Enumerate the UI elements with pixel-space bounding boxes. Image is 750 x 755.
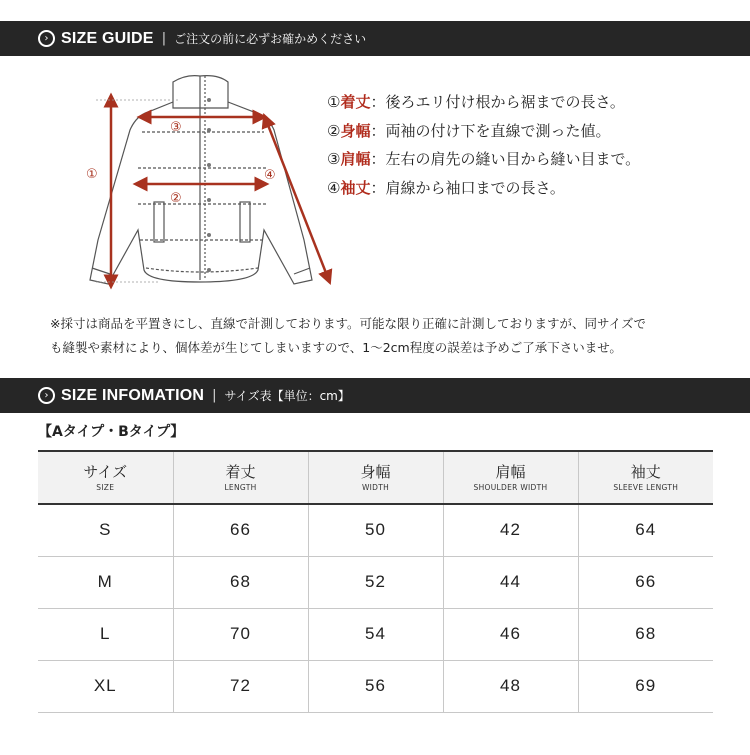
- measurement-note: [50, 312, 730, 360]
- cell-sleeve: 64: [578, 504, 713, 556]
- marker-length: ①: [86, 167, 98, 182]
- circle-chevron-right-icon: ›: [38, 387, 55, 404]
- jacket-measurement-diagram: [78, 70, 348, 290]
- table-row: [38, 660, 713, 712]
- size-info-subtitle: サイズ表【単位：cm】: [224, 389, 350, 403]
- table-row: [38, 608, 713, 660]
- cell-length: 72: [173, 660, 308, 712]
- note-line: ※採寸は商品を平置きにし、直線で計測しております。可能な限り正確に計測しておりますが、同サイズで: [50, 316, 646, 331]
- cell-length: 68: [173, 556, 308, 608]
- measurement-definitions: [327, 88, 640, 202]
- table-row: [38, 504, 713, 556]
- cell-width: 52: [308, 556, 443, 608]
- marker-shoulder: ③: [170, 120, 182, 135]
- cell-sleeve: 66: [578, 556, 713, 608]
- marker-sleeve: ④: [264, 168, 276, 183]
- definition-length: ①着丈：後ろエリ付け根から裾までの長さ。: [327, 93, 625, 111]
- column-header-size: サイズ SIZE: [83, 462, 128, 492]
- table-subtitle: 【Aタイプ・Bタイプ】: [38, 424, 185, 440]
- cell-shoulder: 44: [443, 556, 578, 608]
- column-header-length: 着丈 LENGTH: [173, 451, 308, 504]
- cell-sleeve: 68: [578, 608, 713, 660]
- cell-width: 50: [308, 504, 443, 556]
- size-guide-title: SIZE GUIDE: [61, 29, 154, 47]
- cell-shoulder: 48: [443, 660, 578, 712]
- size-guide-subtitle: ご注文の前に必ずお確かめください: [174, 32, 367, 46]
- cell-shoulder: 42: [443, 504, 578, 556]
- cell-length: 66: [173, 504, 308, 556]
- circle-chevron-right-icon: ›: [38, 30, 55, 47]
- cell-size: L: [38, 608, 173, 660]
- jacket-illustration: [78, 70, 348, 290]
- size-table: [38, 450, 713, 713]
- cell-size: S: [38, 504, 173, 556]
- marker-width: ②: [170, 191, 182, 206]
- size-info-title: SIZE INFOMATION: [61, 386, 205, 404]
- column-header-sleeve: 袖丈 SLEEVE LENGTH: [578, 451, 713, 504]
- table-row: [38, 556, 713, 608]
- cell-width: 56: [308, 660, 443, 712]
- definition-sleeve: ④袖丈：肩線から袖口までの長さ。: [327, 178, 565, 197]
- column-header-width: 身幅 WIDTH: [308, 451, 443, 504]
- cell-size: XL: [38, 660, 173, 712]
- note-line: も縫製や素材により、個体差が生じてしまいますので、1〜2cm程度の誤差は予めご了承下さいませ。: [50, 340, 622, 355]
- definition-width: ②身幅：両袖の付け下を直線で測った値。: [327, 121, 611, 140]
- cell-sleeve: 69: [578, 660, 713, 712]
- cell-length: 70: [173, 608, 308, 660]
- definition-shoulder: ③肩幅：左右の肩先の縫い目から縫い目まで。: [327, 150, 641, 168]
- size-guide-header: [0, 21, 750, 56]
- header-separator: |: [161, 31, 167, 46]
- column-header-shoulder: 肩幅 SHOULDER WIDTH: [443, 451, 578, 504]
- header-separator: |: [212, 388, 217, 403]
- size-info-header: [0, 378, 750, 413]
- cell-size: M: [38, 556, 173, 608]
- table-header-row: [38, 451, 713, 504]
- cell-shoulder: 46: [443, 608, 578, 660]
- cell-width: 54: [308, 608, 443, 660]
